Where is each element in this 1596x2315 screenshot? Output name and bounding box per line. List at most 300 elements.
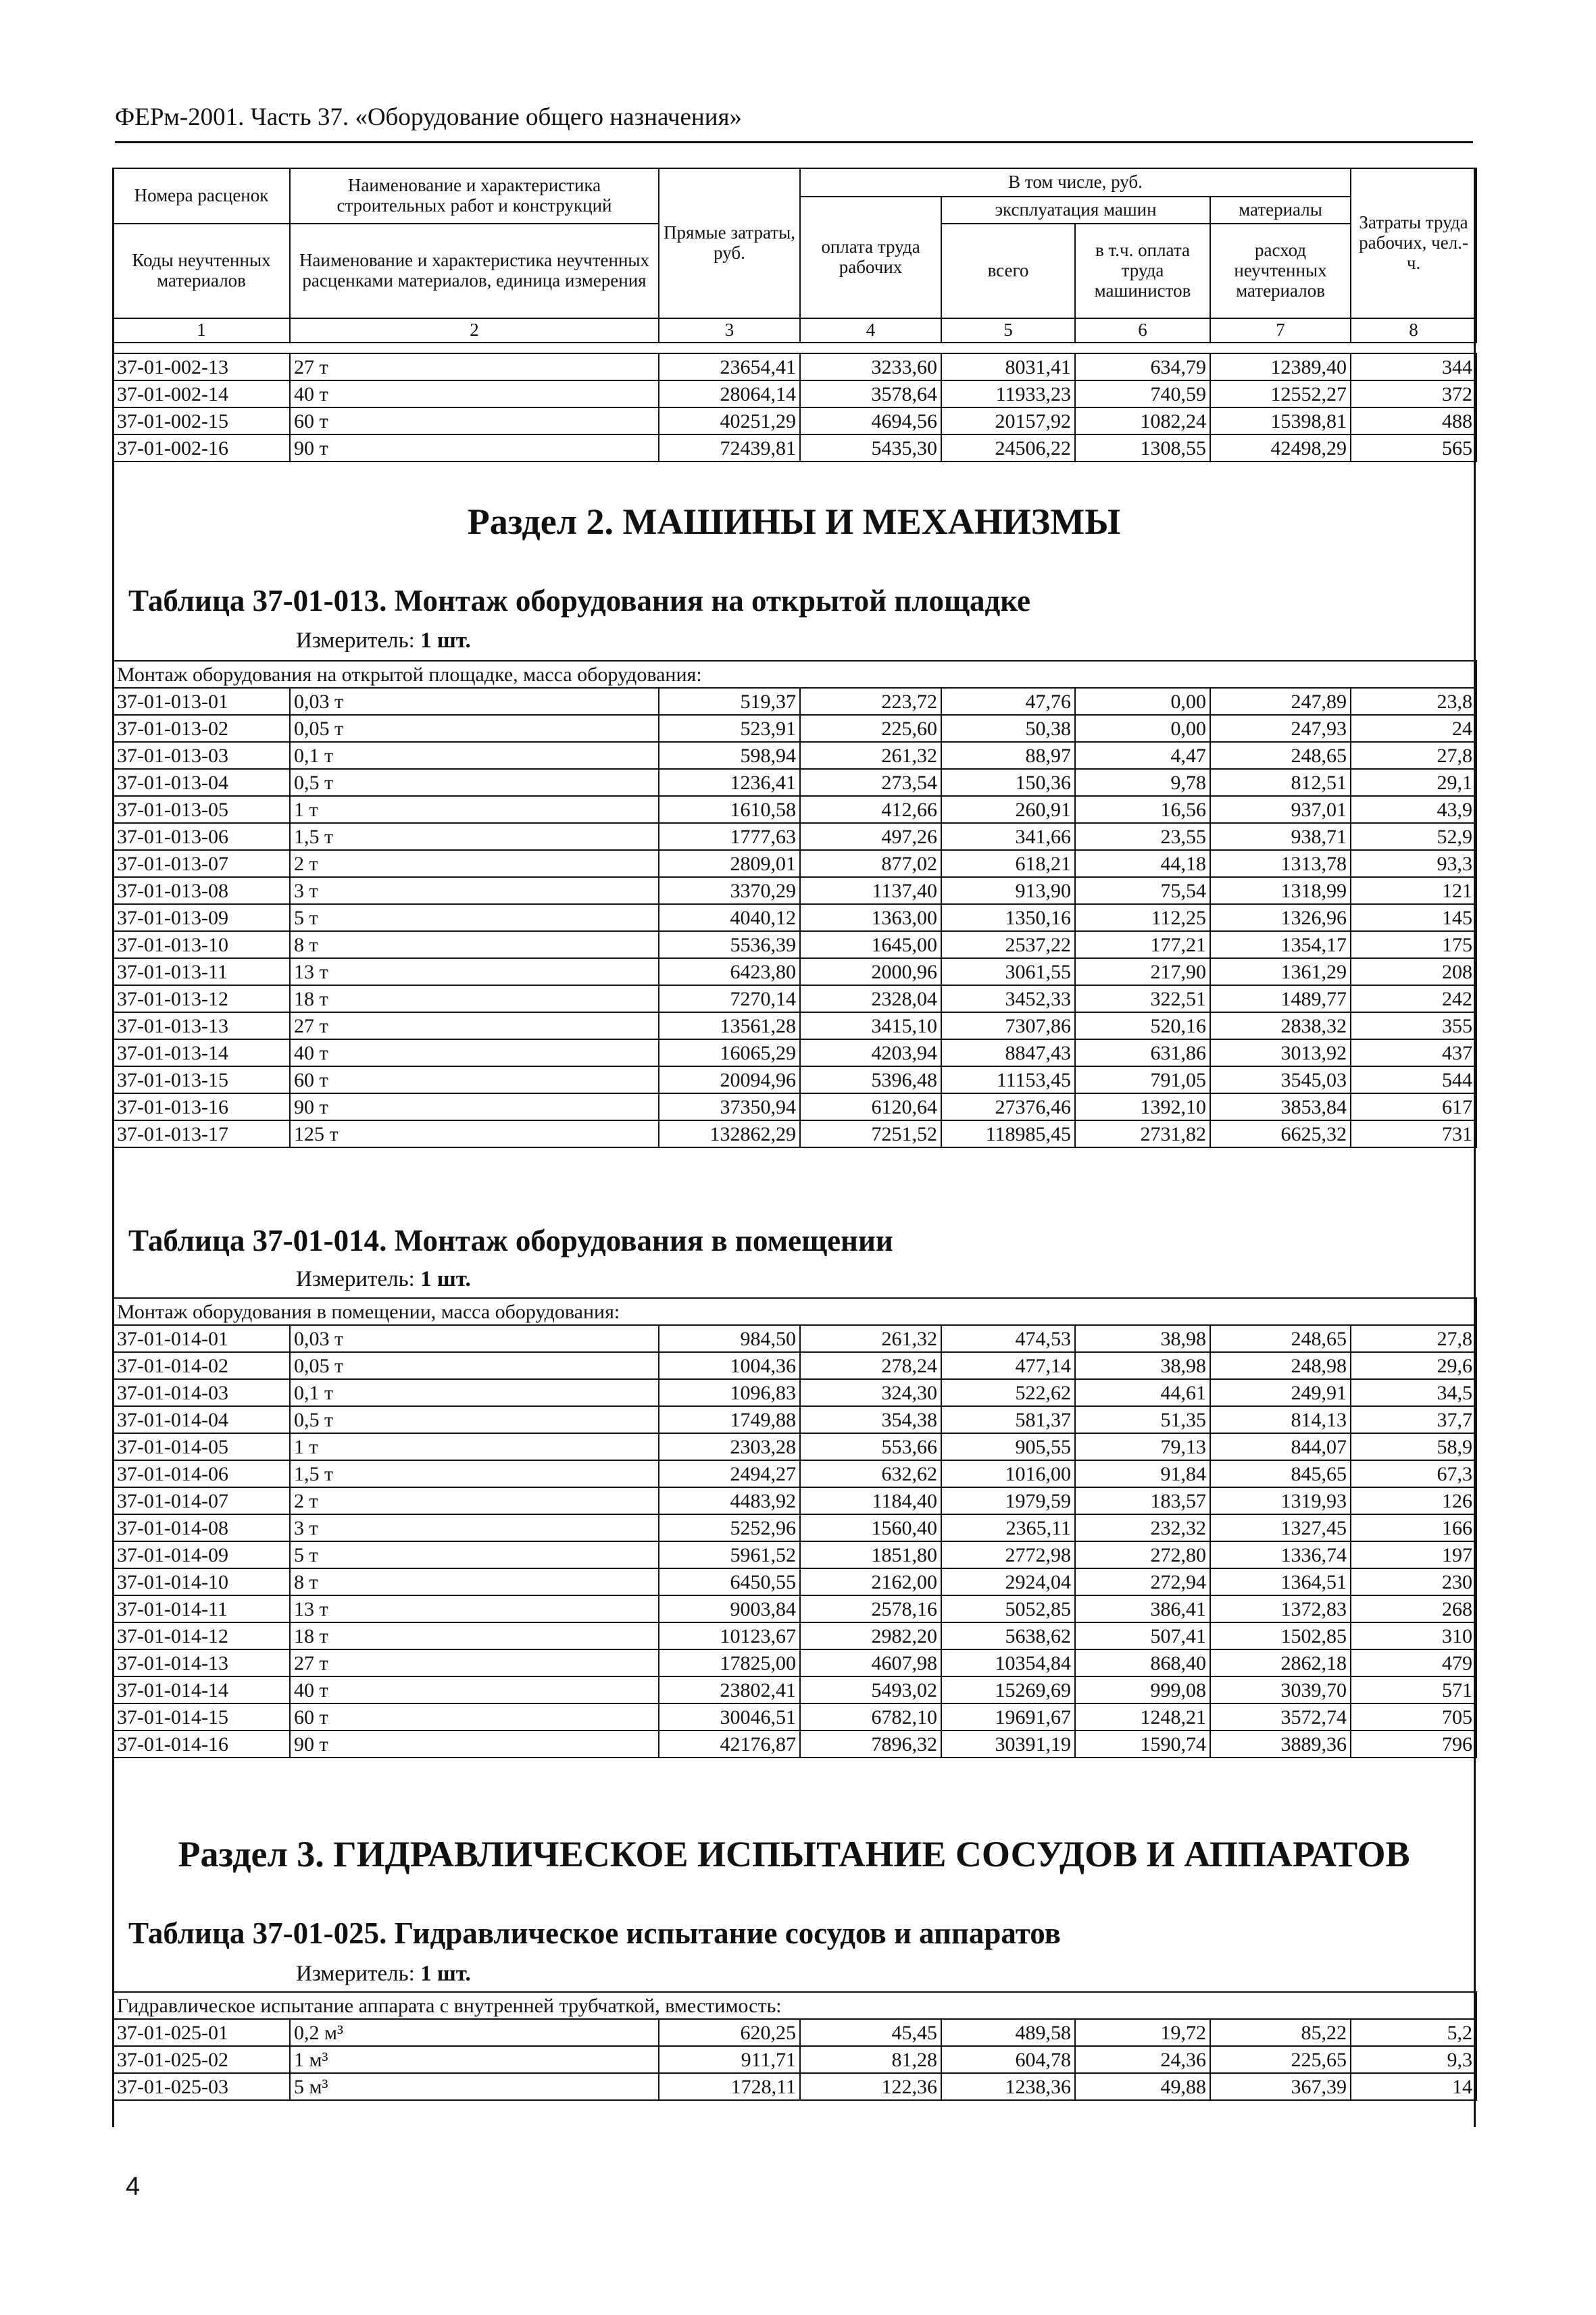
table-row: [113, 1541, 1476, 1568]
cell-code: 37-01-014-10: [113, 1568, 290, 1595]
cell-code: 37-01-013-03: [113, 742, 290, 769]
table-025-meter: Измеритель: 1 шт.: [296, 1962, 471, 1986]
cell-direct: 1004,36: [659, 1352, 800, 1379]
cell-materials: 937,01: [1210, 796, 1351, 823]
cell-code: 37-01-014-03: [113, 1379, 290, 1406]
cell-operators: 79,13: [1075, 1433, 1210, 1460]
cell-wages: 553,66: [800, 1433, 941, 1460]
cell-operators: 1590,74: [1075, 1731, 1210, 1758]
cell-name: 0,1 т: [290, 1379, 659, 1406]
group-header-row: [113, 661, 1476, 688]
cell-operators: 1308,55: [1075, 434, 1210, 462]
cell-code: 37-01-014-08: [113, 1514, 290, 1541]
cell-labor: 242: [1351, 985, 1476, 1012]
cell-materials: 814,13: [1210, 1406, 1351, 1433]
cell-wages: 5435,30: [800, 434, 941, 462]
cell-labor: 488: [1351, 407, 1476, 434]
cell-operators: 19,72: [1075, 2019, 1210, 2046]
cell-machines: 2924,04: [941, 1568, 1075, 1595]
cell-wages: 261,32: [800, 1325, 941, 1352]
cell-direct: 3370,29: [659, 877, 800, 904]
cell-direct: 1777,63: [659, 823, 800, 850]
cell-machines: 341,66: [941, 823, 1075, 850]
cell-labor: 145: [1351, 904, 1476, 931]
table-row: [113, 1622, 1476, 1649]
table-row: [113, 958, 1476, 985]
cell-labor: 617: [1351, 1093, 1476, 1120]
cell-machines: 20157,92: [941, 407, 1075, 434]
cell-operators: 75,54: [1075, 877, 1210, 904]
cell-operators: 23,55: [1075, 823, 1210, 850]
cell-code: 37-01-014-09: [113, 1541, 290, 1568]
cell-operators: 520,16: [1075, 1012, 1210, 1039]
cell-name: 40 т: [290, 1676, 659, 1703]
cell-wages: 7251,52: [800, 1120, 941, 1147]
cell-direct: 6423,80: [659, 958, 800, 985]
group-header: Монтаж оборудования на открытой площадке, масса оборудования:: [113, 661, 1476, 688]
section-3-title: Раздел 3. ГИДРАВЛИЧЕСКОЕ ИСПЫТАНИЕ СОСУДОВ И АППАРАТОВ: [178, 1834, 1410, 1874]
table-row: [113, 434, 1476, 462]
cell-name: 125 т: [290, 1120, 659, 1147]
cell-direct: 23654,41: [659, 353, 800, 380]
cell-labor: 27,8: [1351, 1325, 1476, 1352]
cell-code: 37-01-013-09: [113, 904, 290, 931]
cell-code: 37-01-014-05: [113, 1433, 290, 1460]
cell-code: 37-01-014-15: [113, 1703, 290, 1731]
cell-code: 37-01-013-17: [113, 1120, 290, 1147]
table-014: [112, 1297, 1477, 1758]
cell-name: 60 т: [290, 407, 659, 434]
table-013: [112, 660, 1477, 1148]
cell-materials: 844,07: [1210, 1433, 1351, 1460]
cell-direct: 20094,96: [659, 1066, 800, 1093]
cell-operators: 91,84: [1075, 1460, 1210, 1487]
cell-machines: 50,38: [941, 715, 1075, 742]
cell-code: 37-01-002-14: [113, 380, 290, 407]
cell-wages: 1137,40: [800, 877, 941, 904]
cell-code: 37-01-002-16: [113, 434, 290, 462]
cell-materials: 85,22: [1210, 2019, 1351, 2046]
cell-machines: 11933,23: [941, 380, 1075, 407]
table-row: [113, 1731, 1476, 1758]
cell-machines: 1350,16: [941, 904, 1075, 931]
group-header: Монтаж оборудования в помещении, масса оборудования:: [113, 1298, 1476, 1325]
cell-machines: 118985,45: [941, 1120, 1075, 1147]
table-row: [113, 985, 1476, 1012]
cell-code: 37-01-014-07: [113, 1487, 290, 1514]
cell-labor: 230: [1351, 1568, 1476, 1595]
cell-direct: 30046,51: [659, 1703, 800, 1731]
cell-machines: 3452,33: [941, 985, 1075, 1012]
cell-operators: 272,80: [1075, 1541, 1210, 1568]
cell-operators: 232,32: [1075, 1514, 1210, 1541]
cell-materials: 1336,74: [1210, 1541, 1351, 1568]
col-index: 6: [1075, 318, 1210, 343]
cell-name: 40 т: [290, 380, 659, 407]
cell-labor: 24: [1351, 715, 1476, 742]
table-row: [113, 1039, 1476, 1066]
cell-wages: 223,72: [800, 688, 941, 715]
table-row: [113, 1379, 1476, 1406]
group-header-row: [113, 1298, 1476, 1325]
col-index: 1: [113, 318, 290, 343]
table-025: [112, 1991, 1477, 2101]
cell-machines: 88,97: [941, 742, 1075, 769]
cell-machines: 604,78: [941, 2046, 1075, 2073]
cell-machines: 5638,62: [941, 1622, 1075, 1649]
cell-direct: 519,37: [659, 688, 800, 715]
cell-operators: 177,21: [1075, 931, 1210, 958]
cell-name: 0,5 т: [290, 1406, 659, 1433]
cell-code: 37-01-013-05: [113, 796, 290, 823]
cell-wages: 6782,10: [800, 1703, 941, 1731]
cell-name: 0,05 т: [290, 1352, 659, 1379]
col-header-naim2: Наименование и характеристика неучтенных расценками материалов, единица измерения: [290, 224, 659, 318]
cell-labor: 571: [1351, 1676, 1476, 1703]
cell-code: 37-01-002-13: [113, 353, 290, 380]
cell-labor: 208: [1351, 958, 1476, 985]
cell-name: 90 т: [290, 1731, 659, 1758]
cell-materials: 1372,83: [1210, 1595, 1351, 1622]
cell-materials: 845,65: [1210, 1460, 1351, 1487]
cell-operators: 740,59: [1075, 380, 1210, 407]
cell-operators: 0,00: [1075, 715, 1210, 742]
cell-name: 0,2 м³: [290, 2019, 659, 2046]
cell-machines: 7307,86: [941, 1012, 1075, 1039]
cell-code: 37-01-014-16: [113, 1731, 290, 1758]
cell-wages: 877,02: [800, 850, 941, 877]
cell-machines: 47,76: [941, 688, 1075, 715]
cell-direct: 28064,14: [659, 380, 800, 407]
cell-machines: 1979,59: [941, 1487, 1075, 1514]
table-row: [113, 1012, 1476, 1039]
cell-materials: 248,98: [1210, 1352, 1351, 1379]
cell-operators: 868,40: [1075, 1649, 1210, 1676]
top-rows-table: [112, 353, 1477, 462]
cell-code: 37-01-014-01: [113, 1325, 290, 1352]
cell-materials: 3545,03: [1210, 1066, 1351, 1093]
cell-operators: 183,57: [1075, 1487, 1210, 1514]
cell-materials: 225,65: [1210, 2046, 1351, 2073]
cell-materials: 1364,51: [1210, 1568, 1351, 1595]
cell-labor: 9,3: [1351, 2046, 1476, 2073]
cell-materials: 1319,93: [1210, 1487, 1351, 1514]
table-row: [113, 1460, 1476, 1487]
cell-wages: 4694,56: [800, 407, 941, 434]
cell-wages: 324,30: [800, 1379, 941, 1406]
cell-wages: 2328,04: [800, 985, 941, 1012]
cell-code: 37-01-013-07: [113, 850, 290, 877]
cell-materials: 248,65: [1210, 1325, 1351, 1352]
cell-direct: 9003,84: [659, 1595, 800, 1622]
cell-materials: 248,65: [1210, 742, 1351, 769]
table-row: [113, 1487, 1476, 1514]
cell-direct: 72439,81: [659, 434, 800, 462]
table-row: [113, 1066, 1476, 1093]
cell-wages: 45,45: [800, 2019, 941, 2046]
table-row: [113, 1703, 1476, 1731]
col-index: 4: [800, 318, 941, 343]
table-row: [113, 904, 1476, 931]
cell-direct: 37350,94: [659, 1093, 800, 1120]
table-row: [113, 931, 1476, 958]
cell-name: 0,1 т: [290, 742, 659, 769]
cell-machines: 477,14: [941, 1352, 1075, 1379]
table-row: [113, 850, 1476, 877]
table-row: [113, 1325, 1476, 1352]
cell-wages: 2982,20: [800, 1622, 941, 1649]
cell-operators: 507,41: [1075, 1622, 1210, 1649]
cell-code: 37-01-013-13: [113, 1012, 290, 1039]
cell-name: 1,5 т: [290, 823, 659, 850]
table-013-title: Таблица 37-01-013. Монтаж оборудования на открытой площадке: [128, 584, 1031, 618]
cell-labor: 23,8: [1351, 688, 1476, 715]
cell-code: 37-01-014-02: [113, 1352, 290, 1379]
table-row: [113, 1093, 1476, 1120]
cell-materials: 367,39: [1210, 2073, 1351, 2100]
cell-materials: 1326,96: [1210, 904, 1351, 931]
cell-labor: 29,6: [1351, 1352, 1476, 1379]
table-014-meter: Измеритель: 1 шт.: [296, 1267, 471, 1291]
cell-wages: 7896,32: [800, 1731, 941, 1758]
cell-direct: 23802,41: [659, 1676, 800, 1703]
cell-labor: 344: [1351, 353, 1476, 380]
cell-operators: 322,51: [1075, 985, 1210, 1012]
column-header-table: [112, 168, 1477, 343]
cell-name: 18 т: [290, 985, 659, 1012]
cell-direct: 4483,92: [659, 1487, 800, 1514]
cell-wages: 3578,64: [800, 380, 941, 407]
cell-direct: 5536,39: [659, 931, 800, 958]
cell-name: 27 т: [290, 353, 659, 380]
cell-labor: 731: [1351, 1120, 1476, 1147]
table-row: [113, 1595, 1476, 1622]
cell-materials: 1327,45: [1210, 1514, 1351, 1541]
cell-materials: 12552,27: [1210, 380, 1351, 407]
cell-labor: 67,3: [1351, 1460, 1476, 1487]
cell-code: 37-01-025-03: [113, 2073, 290, 2100]
cell-wages: 1363,00: [800, 904, 941, 931]
cell-code: 37-01-013-16: [113, 1093, 290, 1120]
col-header-vtch: в т.ч. оплата труда машинистов: [1075, 224, 1210, 318]
cell-labor: 544: [1351, 1066, 1476, 1093]
cell-code: 37-01-014-14: [113, 1676, 290, 1703]
cell-operators: 38,98: [1075, 1325, 1210, 1352]
cell-machines: 618,21: [941, 850, 1075, 877]
col-header-pryamye: Прямые затраты, руб.: [659, 168, 800, 318]
cell-wages: 273,54: [800, 769, 941, 796]
table-row: [113, 1433, 1476, 1460]
cell-operators: 24,36: [1075, 2046, 1210, 2073]
cell-name: 8 т: [290, 931, 659, 958]
cell-wages: 412,66: [800, 796, 941, 823]
cell-name: 40 т: [290, 1039, 659, 1066]
cell-labor: 52,9: [1351, 823, 1476, 850]
cell-name: 3 т: [290, 877, 659, 904]
table-row: [113, 796, 1476, 823]
table-row: [113, 1568, 1476, 1595]
cell-code: 37-01-014-11: [113, 1595, 290, 1622]
cell-name: 60 т: [290, 1703, 659, 1731]
cell-labor: 175: [1351, 931, 1476, 958]
cell-labor: 43,9: [1351, 796, 1476, 823]
cell-operators: 49,88: [1075, 2073, 1210, 2100]
cell-direct: 5961,52: [659, 1541, 800, 1568]
col-header-naimenovanie: Наименование и характеристика строительных работ и конструкций: [290, 168, 659, 224]
cell-direct: 523,91: [659, 715, 800, 742]
cell-direct: 42176,87: [659, 1731, 800, 1758]
cell-machines: 260,91: [941, 796, 1075, 823]
table-row: [113, 1352, 1476, 1379]
col-header-vsego: всего: [941, 224, 1075, 318]
section-2-title: Раздел 2. МАШИНЫ И МЕХАНИЗМЫ: [467, 501, 1121, 542]
table-row: [113, 353, 1476, 380]
cell-direct: 1610,58: [659, 796, 800, 823]
cell-wages: 261,32: [800, 742, 941, 769]
cell-wages: 2578,16: [800, 1595, 941, 1622]
col-index: 5: [941, 318, 1075, 343]
cell-machines: 1016,00: [941, 1460, 1075, 1487]
cell-operators: 44,18: [1075, 850, 1210, 877]
cell-code: 37-01-013-02: [113, 715, 290, 742]
cell-code: 37-01-013-11: [113, 958, 290, 985]
cell-direct: 984,50: [659, 1325, 800, 1352]
cell-direct: 1728,11: [659, 2073, 800, 2100]
cell-operators: 1392,10: [1075, 1093, 1210, 1120]
cell-labor: 58,9: [1351, 1433, 1476, 1460]
cell-direct: 17825,00: [659, 1649, 800, 1676]
table-row: [113, 1676, 1476, 1703]
cell-direct: 2494,27: [659, 1460, 800, 1487]
cell-wages: 81,28: [800, 2046, 941, 2073]
cell-operators: 38,98: [1075, 1352, 1210, 1379]
cell-code: 37-01-013-08: [113, 877, 290, 904]
cell-name: 5 т: [290, 904, 659, 931]
col-header-vtom: В том числе, руб.: [800, 168, 1351, 197]
table-row: [113, 1120, 1476, 1147]
cell-machines: 30391,19: [941, 1731, 1075, 1758]
cell-materials: 42498,29: [1210, 434, 1351, 462]
table-row: [113, 380, 1476, 407]
group-header-row: [113, 1992, 1476, 2019]
cell-name: 2 т: [290, 850, 659, 877]
cell-machines: 15269,69: [941, 1676, 1075, 1703]
cell-labor: 796: [1351, 1731, 1476, 1758]
cell-name: 13 т: [290, 958, 659, 985]
cell-operators: 1248,21: [1075, 1703, 1210, 1731]
cell-machines: 474,53: [941, 1325, 1075, 1352]
cell-materials: 1354,17: [1210, 931, 1351, 958]
cell-operators: 2731,82: [1075, 1120, 1210, 1147]
cell-name: 1 м³: [290, 2046, 659, 2073]
cell-name: 0,03 т: [290, 688, 659, 715]
cell-machines: 2537,22: [941, 931, 1075, 958]
col-index: 3: [659, 318, 800, 343]
cell-direct: 132862,29: [659, 1120, 800, 1147]
cell-code: 37-01-002-15: [113, 407, 290, 434]
cell-wages: 497,26: [800, 823, 941, 850]
table-row: [113, 1514, 1476, 1541]
cell-name: 27 т: [290, 1649, 659, 1676]
table-row: [113, 688, 1476, 715]
table-row: [113, 1649, 1476, 1676]
cell-name: 1 т: [290, 1433, 659, 1460]
cell-wages: 278,24: [800, 1352, 941, 1379]
col-header-materialy: материалы: [1210, 197, 1351, 224]
cell-labor: 14: [1351, 2073, 1476, 2100]
cell-machines: 1238,36: [941, 2073, 1075, 2100]
cell-materials: 3039,70: [1210, 1676, 1351, 1703]
cell-direct: 13561,28: [659, 1012, 800, 1039]
cell-direct: 40251,29: [659, 407, 800, 434]
cell-labor: 126: [1351, 1487, 1476, 1514]
cell-operators: 631,86: [1075, 1039, 1210, 1066]
header-rule: [115, 141, 1473, 143]
cell-labor: 705: [1351, 1703, 1476, 1731]
cell-wages: 6120,64: [800, 1093, 941, 1120]
cell-labor: 29,1: [1351, 769, 1476, 796]
cell-machines: 581,37: [941, 1406, 1075, 1433]
cell-materials: 3572,74: [1210, 1703, 1351, 1731]
cell-labor: 27,8: [1351, 742, 1476, 769]
cell-labor: 268: [1351, 1595, 1476, 1622]
cell-operators: 112,25: [1075, 904, 1210, 931]
cell-wages: 122,36: [800, 2073, 941, 2100]
col-header-zatraty: Затраты труда рабочих, чел.-ч.: [1351, 168, 1476, 318]
cell-materials: 938,71: [1210, 823, 1351, 850]
col-index: 8: [1351, 318, 1476, 343]
cell-wages: 225,60: [800, 715, 941, 742]
cell-direct: 6450,55: [659, 1568, 800, 1595]
cell-direct: 7270,14: [659, 985, 800, 1012]
cell-operators: 4,47: [1075, 742, 1210, 769]
cell-direct: 911,71: [659, 2046, 800, 2073]
cell-labor: 121: [1351, 877, 1476, 904]
cell-labor: 197: [1351, 1541, 1476, 1568]
cell-code: 37-01-013-06: [113, 823, 290, 850]
cell-wages: 4607,98: [800, 1649, 941, 1676]
cell-materials: 1318,99: [1210, 877, 1351, 904]
cell-labor: 5,2: [1351, 2019, 1476, 2046]
table-row: [113, 823, 1476, 850]
cell-materials: 2862,18: [1210, 1649, 1351, 1676]
cell-code: 37-01-014-13: [113, 1649, 290, 1676]
cell-machines: 11153,45: [941, 1066, 1075, 1093]
cell-materials: 1361,29: [1210, 958, 1351, 985]
cell-operators: 791,05: [1075, 1066, 1210, 1093]
cell-name: 2 т: [290, 1487, 659, 1514]
cell-materials: 12389,40: [1210, 353, 1351, 380]
running-header: ФЕРм-2001. Часть 37. «Оборудование общего назначения»: [115, 103, 743, 131]
cell-wages: 5493,02: [800, 1676, 941, 1703]
col-index: 7: [1210, 318, 1351, 343]
table-014-title: Таблица 37-01-014. Монтаж оборудования в помещении: [128, 1224, 893, 1258]
cell-wages: 1851,80: [800, 1541, 941, 1568]
cell-machines: 905,55: [941, 1433, 1075, 1460]
cell-materials: 3889,36: [1210, 1731, 1351, 1758]
cell-wages: 2000,96: [800, 958, 941, 985]
cell-materials: 1313,78: [1210, 850, 1351, 877]
cell-materials: 15398,81: [1210, 407, 1351, 434]
cell-wages: 1560,40: [800, 1514, 941, 1541]
cell-code: 37-01-013-04: [113, 769, 290, 796]
cell-code: 37-01-014-12: [113, 1622, 290, 1649]
cell-direct: 1749,88: [659, 1406, 800, 1433]
cell-name: 0,5 т: [290, 769, 659, 796]
cell-materials: 247,89: [1210, 688, 1351, 715]
cell-materials: 3853,84: [1210, 1093, 1351, 1120]
cell-operators: 999,08: [1075, 1676, 1210, 1703]
